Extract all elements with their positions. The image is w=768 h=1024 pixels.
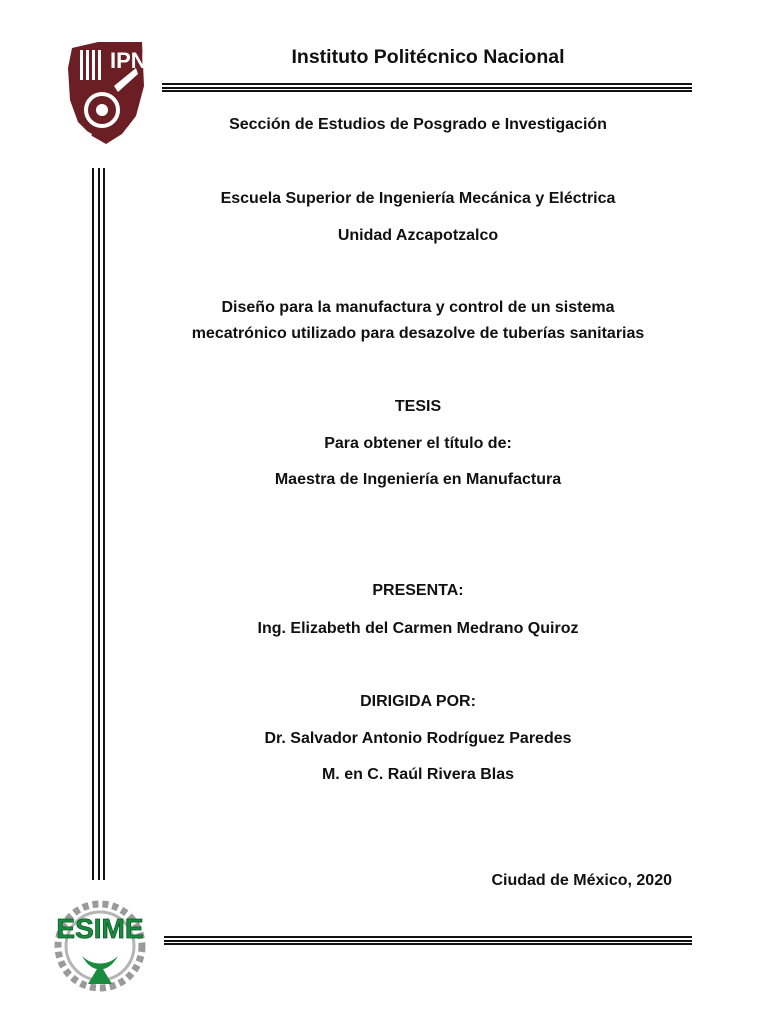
author-name: Ing. Elizabeth del Carmen Medrano Quiroz [257, 620, 579, 637]
top-double-rule [162, 83, 692, 92]
thesis-title-line-2: mecatrónico utilizado para desazolve de tuberías sanitarias [191, 325, 645, 342]
school-name: Escuela Superior de Ingeniería Mecánica y Eléctrica [220, 190, 616, 207]
vertical-double-rule [92, 168, 105, 880]
place-date: Ciudad de México, 2020 [491, 872, 672, 889]
ipn-logo-text: IPN [110, 48, 147, 73]
school-unit: Unidad Azcapotzalco [337, 227, 499, 244]
institute-name: Instituto Politécnico Nacional [291, 46, 565, 68]
thesis-title-line-1: Diseño para la manufactura y control de un sistema [221, 299, 615, 316]
advisor-name: M. en C. Raúl Rivera Blas [321, 766, 515, 783]
esime-logo-text: ESIME [56, 913, 144, 944]
bottom-double-rule [164, 936, 692, 945]
presents-label: PRESENTA: [372, 582, 464, 599]
postgrad-section: Sección de Estudios de Posgrado e Investigación [229, 116, 607, 133]
degree-name: Maestra de Ingeniería en Manufactura [274, 471, 562, 488]
directed-by-label: DIRIGIDA POR: [360, 693, 476, 710]
esime-logo [42, 894, 158, 998]
document-type: TESIS [394, 398, 442, 415]
advisor-name: Dr. Salvador Antonio Rodríguez Paredes [264, 730, 572, 747]
degree-intro: Para obtener el título de: [324, 435, 512, 452]
